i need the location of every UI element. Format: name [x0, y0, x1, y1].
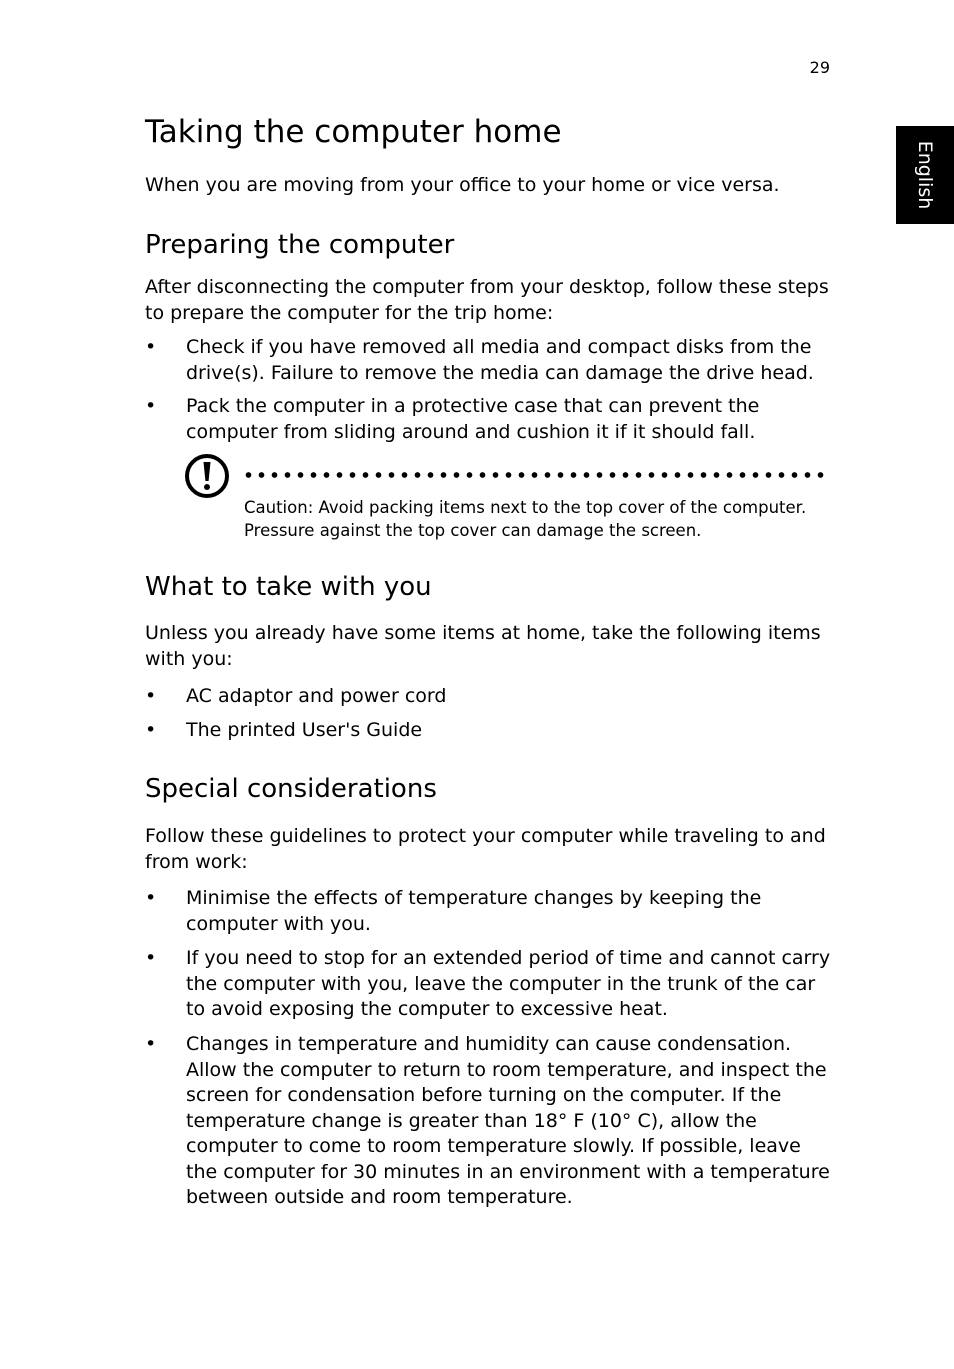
caution-divider [242, 472, 827, 478]
special-paragraph: Follow these guidelines to protect your computer while traveling to and from work: [145, 825, 826, 873]
section-heading-preparing: Preparing the computer [145, 230, 455, 260]
list-item-text: AC adaptor and power cord [186, 685, 447, 707]
bullet-marker: • [145, 887, 157, 909]
language-tab-label: English [914, 140, 936, 210]
list-item [145, 1032, 835, 1212]
bullet-marker: • [145, 336, 157, 358]
page-number: 29 [809, 58, 830, 77]
section-heading-what-to-take: What to take with you [145, 572, 432, 602]
list-item [145, 394, 835, 446]
bullet-marker: • [145, 395, 157, 417]
preparing-paragraph: After disconnecting the computer from your desktop, follow these steps to prepare the computer for the trip home: [145, 276, 829, 324]
bullet-marker: • [145, 719, 157, 741]
caution-note [244, 496, 834, 542]
list-item [145, 335, 835, 387]
list-item-text: Check if you have removed all media and compact disks from the drive(s). Failure to remove the media can damage the drive head. [186, 336, 814, 384]
list-item [145, 886, 835, 938]
caution-label: Caution: [244, 498, 314, 517]
list-item-text: If you need to stop for an extended period of time and cannot carry the computer with you, leave the computer in the trunk of the car to avoid exposing the computer to excessive heat. [186, 947, 831, 1020]
bullet-marker: • [145, 685, 157, 707]
intro-paragraph: When you are moving from your office to your home or vice versa. [145, 174, 780, 196]
list-item-text: Changes in temperature and humidity can cause condensation. Allow the computer to return to room temperature, and inspect the screen for condensation before turning on the computer. If the temperature change is greater than 18° F (10° C), allow the computer to come to room temperature slowly. If possible, leave the computer for 30 minutes in an environment with a temperature between outside and room temperature. [186, 1033, 830, 1208]
section-heading-special: Special considerations [145, 774, 437, 804]
list-item [145, 946, 835, 1024]
page-title: Taking the computer home [145, 114, 562, 150]
list-item-text: Minimise the effects of temperature changes by keeping the computer with you. [186, 887, 762, 935]
list-item [145, 718, 835, 744]
caution-text: Avoid packing items next to the top cover of the computer. Pressure against the top cover can damage the screen. [244, 498, 807, 540]
list-item-text: The printed User's Guide [186, 719, 423, 741]
bullet-marker: • [145, 1033, 157, 1055]
list-item-text: Pack the computer in a protective case that can prevent the computer from sliding around and cushion it if it should fall. [186, 395, 760, 443]
what-to-take-paragraph: Unless you already have some items at home, take the following items with you: [145, 622, 821, 670]
list-item [145, 684, 835, 710]
exclamation-circle-icon [183, 452, 231, 500]
language-tab [896, 126, 954, 224]
bullet-marker: • [145, 947, 157, 969]
